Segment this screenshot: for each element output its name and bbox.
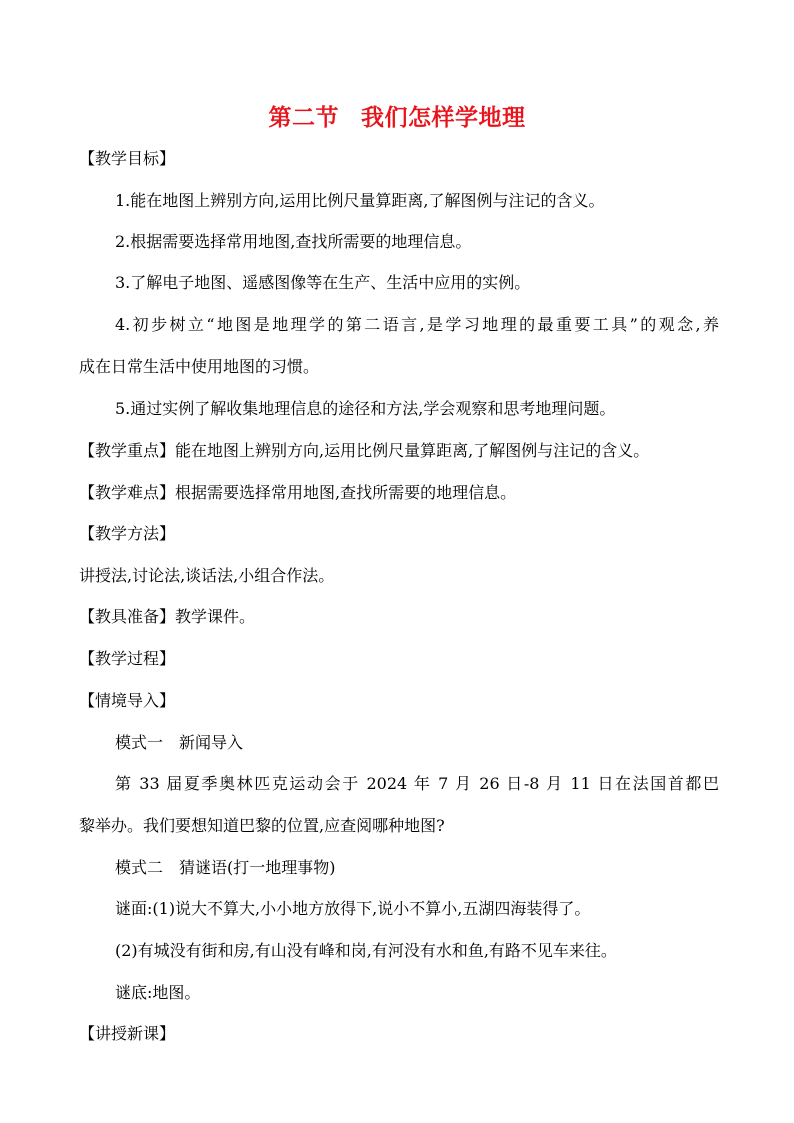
page-title bbox=[0, 101, 794, 135]
heading-teaching-goals: 【教学目标】 bbox=[79, 149, 176, 168]
heading-teaching-process: 【教学过程】 bbox=[79, 649, 176, 668]
goal-3: 3.了解电子地图、遥感图像等在生产、生活中应用的实例。 bbox=[115, 273, 531, 292]
heading-new-lesson: 【讲授新课】 bbox=[79, 1024, 176, 1043]
goal-4-line-2: 成在日常生活中使用地图的习惯。 bbox=[79, 357, 320, 376]
goal-1: 1.能在地图上辨别方向,运用比例尺量算距离,了解图例与注记的含义。 bbox=[115, 191, 605, 210]
difficulties-row bbox=[79, 480, 719, 506]
intro-mode-1: 模式一 新闻导入 bbox=[115, 733, 244, 752]
key-points-row bbox=[79, 438, 719, 464]
riddle-answer: 谜底:地图。 bbox=[115, 983, 201, 1002]
difficulties-text: 根据需要选择常用地图,查找所需要的地理信息。 bbox=[175, 483, 517, 502]
heading-tools: 【教具准备】 bbox=[79, 607, 176, 626]
goal-5: 5.通过实例了解收集地理信息的途径和方法,学会观察和思考地理问题。 bbox=[115, 399, 616, 418]
heading-difficulties: 【教学难点】 bbox=[79, 483, 176, 502]
news-line-2: 黎举办。我们要想知道巴黎的位置,应查阅哪种地图? bbox=[79, 816, 445, 835]
goal-4-line-1: 4.初步树立“地图是地理学的第二语言,是学习地理的最重要工具”的观念,养 bbox=[115, 315, 719, 334]
methods-text: 讲授法,讨论法,谈话法,小组合作法。 bbox=[79, 566, 335, 585]
riddle-2: (2)有城没有街和房,有山没有峰和岗,有河没有水和鱼,有路不见车来往。 bbox=[115, 941, 617, 960]
news-line-1: 第 33 届夏季奥林匹克运动会于 2024 年 7 月 26 日-8 月 11 日在法国首都巴 bbox=[115, 774, 719, 793]
heading-teaching-methods: 【教学方法】 bbox=[79, 524, 176, 543]
goal-2: 2.根据需要选择常用地图,查找所需要的地理信息。 bbox=[115, 232, 472, 251]
section-number: 第二节 bbox=[268, 105, 339, 131]
intro-mode-2: 模式二 猜谜语(打一地理事物) bbox=[115, 858, 336, 877]
riddle-1: 谜面:(1)说大不算大,小小地方放得下,说小不算小,五湖四海装得了。 bbox=[115, 899, 591, 918]
section-title: 我们怎样学地理 bbox=[361, 105, 526, 131]
heading-key-points: 【教学重点】 bbox=[79, 441, 176, 460]
tools-text: 教学课件。 bbox=[175, 607, 256, 626]
heading-situation-intro: 【情境导入】 bbox=[79, 691, 176, 710]
tools-row bbox=[79, 604, 719, 630]
key-points-text: 能在地图上辨别方向,运用比例尺量算距离,了解图例与注记的含义。 bbox=[175, 441, 650, 460]
